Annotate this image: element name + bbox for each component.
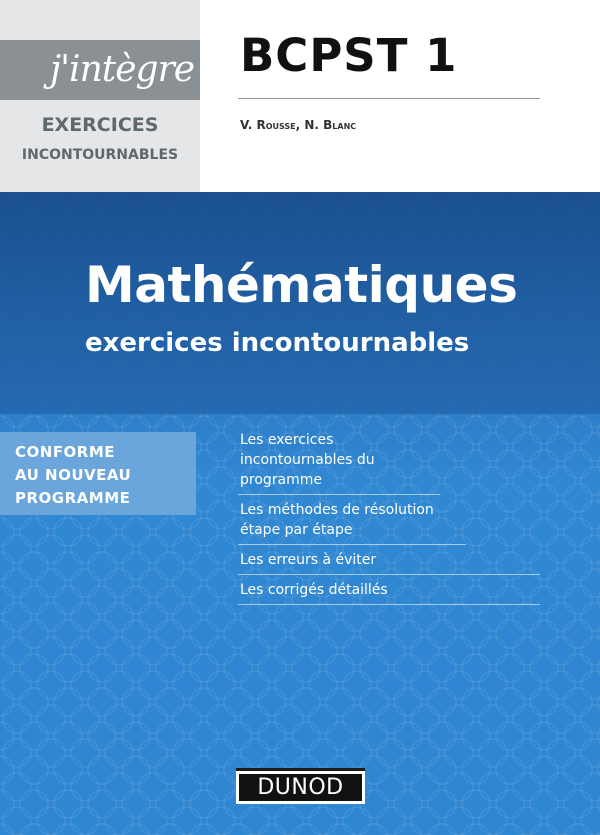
feature-list	[238, 430, 540, 610]
feature-item: Les corrigés détaillés	[238, 580, 540, 605]
book-title: Mathématiques	[85, 256, 518, 314]
authors: V. Rousse, N. Blanc	[240, 118, 357, 132]
publisher-name: DUNOD	[239, 774, 362, 801]
badge-line-1: CONFORME	[15, 443, 116, 461]
badge-line-2: AU NOUVEAU	[15, 466, 132, 484]
series-block	[0, 0, 200, 192]
program-badge	[0, 432, 196, 515]
publisher-logo	[236, 768, 365, 804]
title-divider	[238, 98, 540, 99]
series-label-line1: EXERCICES	[41, 114, 159, 136]
series-logo: j'intègre	[50, 49, 195, 90]
feature-item: Les erreurs à éviter	[238, 550, 540, 575]
series-label-line2: INCONTOURNABLES	[21, 147, 179, 163]
level-title: BCPST 1	[240, 29, 458, 82]
book-subtitle: exercices incontournables	[85, 328, 470, 358]
feature-item: Les méthodes de résolution étape par étape	[238, 500, 466, 545]
feature-item: Les exercices incontournables du programme	[238, 430, 440, 495]
badge-line-3: PROGRAMME	[15, 489, 131, 507]
